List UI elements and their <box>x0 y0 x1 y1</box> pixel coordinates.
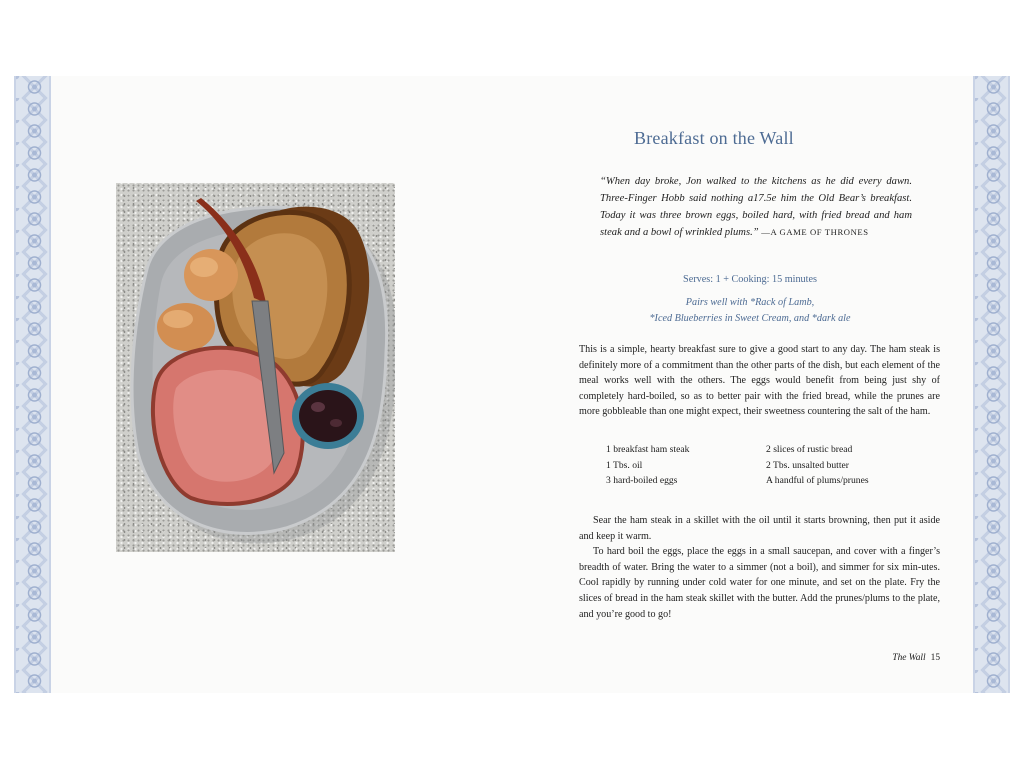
ingredient-item: 3 hard-boiled eggs <box>606 475 678 487</box>
ingredient-item: 2 slices of rustic bread <box>766 444 853 455</box>
prunes <box>299 390 357 442</box>
pairs-line-1: Pairs well with *Rack of Lamb, <box>685 297 815 308</box>
quote-text: “When day broke, Jon walked to the kitchens as he did every dawn. Three-Finger Hobb said nothing a17.5e him the Old Bear’s breakfast. Today it was three brown eggs, boiled hard, with fried bread and ham steak and a bowl of wrinkled plums.” <box>600 176 912 238</box>
ingredient-item: 1 Tbs. oil <box>606 459 643 471</box>
breakfast-plate-photo <box>116 183 395 552</box>
photo-illustration <box>116 183 395 552</box>
serves-and-cooking-time: Serves: 1 + Cooking: 15 minutes <box>683 274 817 285</box>
step-paragraph: To hard boil the eggs, place the eggs in a small saucepan, and cover with a finger’s breadth of water. Bring the water to a simmer (not a boil), and simmer for six min-utes. Cool rapidly by running under cold water for one minute, and set on the plate. Fry the slices of bread in the ham steak skillet with the butter. Add the prunes/plums to the plate, and you’re good to go! <box>579 546 940 620</box>
ingredient-item: A handful of plums/prunes <box>766 475 869 487</box>
ingredients-column-right <box>766 442 936 489</box>
pairs-well-with <box>580 295 920 327</box>
egg-2 <box>157 303 215 351</box>
recipe-steps <box>579 513 940 622</box>
recipe-intro-paragraph: This is a simple, hearty breakfast sure to give a good start to any day. The ham steak is definitely more of a commitment than the other parts of the dish, but each element of the meal works well with the others. The eggs would benefit from being just shy of completely hard-boiled, so as to better pair with the fried bread, while the prunes are more gobbleable than one might expect, their sweetness countering the salt of the ham. <box>579 344 940 418</box>
right-ornamental-border <box>973 76 1010 693</box>
step-paragraph: Sear the ham steak in a skillet with the oil until it starts browning, then put it aside and keep it warm. <box>579 515 940 542</box>
ingredient-item: 1 breakfast ham steak <box>606 444 690 455</box>
book-spread <box>14 76 1010 693</box>
page-folio <box>884 653 940 663</box>
quote-source: —A GAME OF THRONES <box>761 227 869 237</box>
recipe-title: Breakfast on the Wall <box>634 128 794 148</box>
ingredients-column-left <box>606 442 776 489</box>
ingredient-item: 2 Tbs. unsalted butter <box>766 459 849 471</box>
epigraph-quote <box>600 173 912 241</box>
page-number: 15 <box>930 653 940 663</box>
pairs-line-2: *Iced Blueberries in Sweet Cream, and *dark ale <box>649 313 851 324</box>
running-head: The Wall <box>892 653 926 663</box>
left-ornamental-border <box>14 76 51 693</box>
